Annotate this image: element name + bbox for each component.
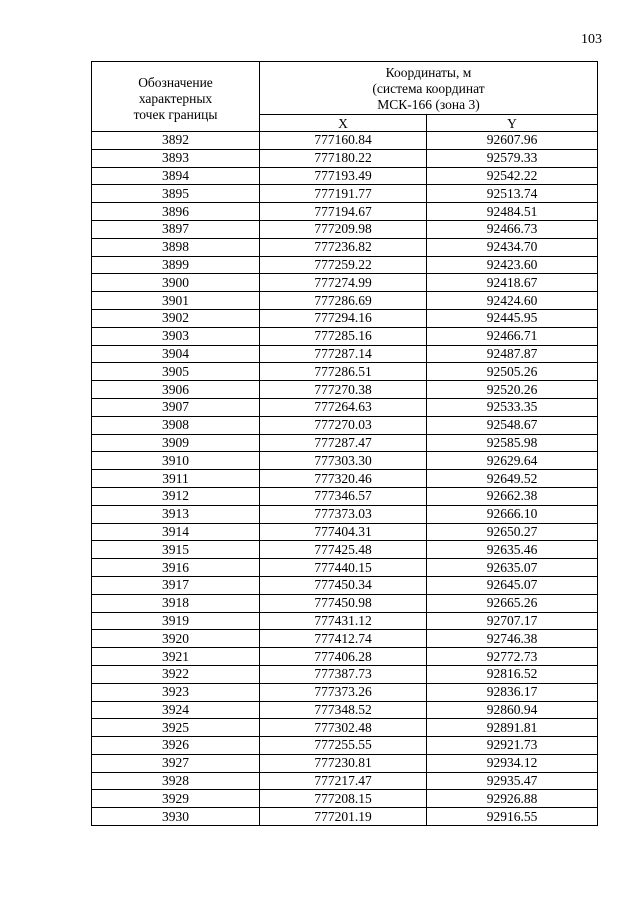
x-coordinate-cell: 777160.84 [260,132,427,150]
table-row [92,327,598,345]
header-y: Y [427,115,598,132]
y-coordinate-cell: 92542.22 [427,167,598,185]
y-coordinate-cell: 92533.35 [427,398,598,416]
x-coordinate-cell: 777373.03 [260,505,427,523]
table-body [92,132,598,826]
table-row [92,398,598,416]
y-coordinate-cell: 92418.67 [427,274,598,292]
point-cell: 3908 [92,416,260,434]
point-cell: 3913 [92,505,260,523]
point-cell: 3914 [92,523,260,541]
point-cell: 3912 [92,487,260,505]
y-coordinate-cell: 92520.26 [427,381,598,399]
table-row [92,790,598,808]
x-coordinate-cell: 777404.31 [260,523,427,541]
x-coordinate-cell: 777209.98 [260,220,427,238]
y-coordinate-cell: 92487.87 [427,345,598,363]
y-coordinate-cell: 92645.07 [427,576,598,594]
y-coordinate-cell: 92934.12 [427,754,598,772]
y-coordinate-cell: 92772.73 [427,648,598,666]
table-row [92,256,598,274]
x-coordinate-cell: 777274.99 [260,274,427,292]
x-coordinate-cell: 777264.63 [260,398,427,416]
table-row [92,523,598,541]
table-row [92,185,598,203]
x-coordinate-cell: 777191.77 [260,185,427,203]
y-coordinate-cell: 92921.73 [427,737,598,755]
point-cell: 3915 [92,541,260,559]
table-row [92,487,598,505]
x-coordinate-cell: 777373.26 [260,683,427,701]
y-coordinate-cell: 92484.51 [427,203,598,221]
table-row [92,309,598,327]
x-coordinate-cell: 777259.22 [260,256,427,274]
y-coordinate-cell: 92423.60 [427,256,598,274]
x-coordinate-cell: 777450.34 [260,576,427,594]
page-number: 103 [581,32,602,47]
y-coordinate-cell: 92445.95 [427,309,598,327]
y-coordinate-cell: 92891.81 [427,719,598,737]
header-point-designation [92,62,260,132]
point-cell: 3922 [92,665,260,683]
header-row-top [92,62,598,115]
point-cell: 3892 [92,132,260,150]
table-row [92,594,598,612]
y-coordinate-cell: 92836.17 [427,683,598,701]
point-cell: 3906 [92,381,260,399]
y-coordinate-cell: 92662.38 [427,487,598,505]
table-row [92,274,598,292]
table-row [92,630,598,648]
x-coordinate-cell: 777287.14 [260,345,427,363]
point-cell: 3904 [92,345,260,363]
x-coordinate-cell: 777208.15 [260,790,427,808]
y-coordinate-cell: 92579.33 [427,149,598,167]
x-coordinate-cell: 777412.74 [260,630,427,648]
table-row [92,559,598,577]
table-row [92,719,598,737]
table-row [92,452,598,470]
table-row [92,381,598,399]
y-coordinate-cell: 92666.10 [427,505,598,523]
table-header [92,62,598,132]
point-cell: 3911 [92,470,260,488]
x-coordinate-cell: 777387.73 [260,665,427,683]
y-coordinate-cell: 92860.94 [427,701,598,719]
y-coordinate-cell: 92816.52 [427,665,598,683]
point-cell: 3930 [92,808,260,826]
header-x: X [260,115,427,132]
y-coordinate-cell: 92935.47 [427,772,598,790]
x-coordinate-cell: 777270.38 [260,381,427,399]
header-point-line-1: Обозначение [138,74,213,90]
table-row [92,683,598,701]
point-cell: 3893 [92,149,260,167]
point-cell: 3928 [92,772,260,790]
x-coordinate-cell: 777425.48 [260,541,427,559]
point-cell: 3905 [92,363,260,381]
point-cell: 3902 [92,309,260,327]
point-cell: 3919 [92,612,260,630]
point-cell: 3921 [92,648,260,666]
header-point-line-2: характерных [138,90,213,106]
x-coordinate-cell: 777302.48 [260,719,427,737]
point-cell: 3900 [92,274,260,292]
x-coordinate-cell: 777287.47 [260,434,427,452]
table-row [92,470,598,488]
y-coordinate-cell: 92665.26 [427,594,598,612]
x-coordinate-cell: 777236.82 [260,238,427,256]
point-cell: 3916 [92,559,260,577]
y-coordinate-cell: 92916.55 [427,808,598,826]
point-cell: 3926 [92,737,260,755]
table-row [92,149,598,167]
table-row [92,737,598,755]
point-cell: 3898 [92,238,260,256]
table-row [92,772,598,790]
header-coords-line-3: МСК-166 (зона 3) [377,97,480,112]
table-row [92,238,598,256]
point-cell: 3918 [92,594,260,612]
y-coordinate-cell: 92926.88 [427,790,598,808]
y-coordinate-cell: 92505.26 [427,363,598,381]
point-cell: 3895 [92,185,260,203]
table-row [92,612,598,630]
x-coordinate-cell: 777270.03 [260,416,427,434]
x-coordinate-cell: 777180.22 [260,149,427,167]
table-row [92,648,598,666]
table-row [92,505,598,523]
point-cell: 3899 [92,256,260,274]
table-row [92,541,598,559]
table-row [92,416,598,434]
y-coordinate-cell: 92707.17 [427,612,598,630]
y-coordinate-cell: 92635.46 [427,541,598,559]
header-coords-line-2: (система координат [372,81,485,96]
y-coordinate-cell: 92649.52 [427,470,598,488]
header-coords-line-1: Координаты, м [385,65,472,80]
table-row [92,132,598,150]
table-row [92,220,598,238]
header-point-line-3: точек границы [133,106,218,122]
table-row [92,434,598,452]
y-coordinate-cell: 92424.60 [427,292,598,310]
point-cell: 3901 [92,292,260,310]
x-coordinate-cell: 777201.19 [260,808,427,826]
point-cell: 3917 [92,576,260,594]
x-coordinate-cell: 777346.57 [260,487,427,505]
table-row [92,665,598,683]
x-coordinate-cell: 777255.55 [260,737,427,755]
point-cell: 3925 [92,719,260,737]
table-row [92,754,598,772]
x-coordinate-cell: 777285.16 [260,327,427,345]
x-coordinate-cell: 777294.16 [260,309,427,327]
point-cell: 3907 [92,398,260,416]
y-coordinate-cell: 92513.74 [427,185,598,203]
point-cell: 3927 [92,754,260,772]
x-coordinate-cell: 777286.69 [260,292,427,310]
y-coordinate-cell: 92635.07 [427,559,598,577]
x-coordinate-cell: 777440.15 [260,559,427,577]
y-coordinate-cell: 92629.64 [427,452,598,470]
y-coordinate-cell: 92746.38 [427,630,598,648]
x-coordinate-cell: 777406.28 [260,648,427,666]
y-coordinate-cell: 92607.96 [427,132,598,150]
table-row [92,167,598,185]
point-cell: 3894 [92,167,260,185]
x-coordinate-cell: 777450.98 [260,594,427,612]
x-coordinate-cell: 777194.67 [260,203,427,221]
point-cell: 3920 [92,630,260,648]
table-row [92,203,598,221]
point-cell: 3924 [92,701,260,719]
point-cell: 3910 [92,452,260,470]
table-row [92,576,598,594]
x-coordinate-cell: 777286.51 [260,363,427,381]
x-coordinate-cell: 777193.49 [260,167,427,185]
x-coordinate-cell: 777217.47 [260,772,427,790]
x-coordinate-cell: 777303.30 [260,452,427,470]
point-cell: 3909 [92,434,260,452]
table-row [92,701,598,719]
table-row [92,363,598,381]
table-row [92,292,598,310]
header-coordinates [260,62,598,115]
table-row [92,808,598,826]
y-coordinate-cell: 92466.71 [427,327,598,345]
coordinates-table [91,61,598,826]
x-coordinate-cell: 777320.46 [260,470,427,488]
table-row [92,345,598,363]
y-coordinate-cell: 92548.67 [427,416,598,434]
y-coordinate-cell: 92434.70 [427,238,598,256]
y-coordinate-cell: 92585.98 [427,434,598,452]
y-coordinate-cell: 92466.73 [427,220,598,238]
point-cell: 3923 [92,683,260,701]
x-coordinate-cell: 777431.12 [260,612,427,630]
point-cell: 3896 [92,203,260,221]
x-coordinate-cell: 777348.52 [260,701,427,719]
point-cell: 3929 [92,790,260,808]
x-coordinate-cell: 777230.81 [260,754,427,772]
point-cell: 3897 [92,220,260,238]
point-cell: 3903 [92,327,260,345]
y-coordinate-cell: 92650.27 [427,523,598,541]
